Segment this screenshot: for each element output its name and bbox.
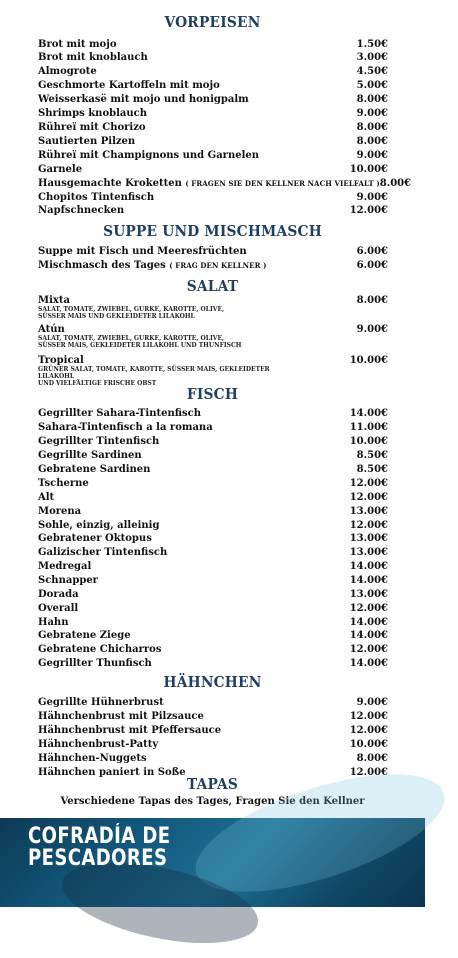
menu-item: Suppe mit Fisch und Meeresfrüchten 6.00€: [38, 246, 388, 257]
item-description: SALAT, TOMATE, ZWIEBEL, GURKE, KAROTTE, OLIVE, SÜSSER MAIS UND GEKLEIDETER LILAKOHL: [38, 306, 225, 320]
section-title-tapas: TAPAS: [186, 775, 239, 793]
section-title-fisch: FISCH: [186, 385, 239, 403]
menu-item: Hähnchen paniert in Soße 12.00€: [38, 767, 388, 778]
menu-item: Sautierten Pilzen 8.00€: [38, 136, 388, 147]
menu-item: Gebratene Sardinen 8.50€: [38, 464, 388, 475]
menu-item: Mischmasch des Tages ( FRAG DEN KELLNER ) 6.00€: [38, 260, 388, 271]
menu-item: Sahara-Tintenfisch a la romana 11.00€: [38, 422, 388, 433]
menu-item: Gegrillter Tintenfisch 10.00€: [38, 436, 388, 447]
menu-item: Geschmorte Kartoffeln mit mojo 5.00€: [38, 80, 388, 91]
menu-item: Tropical 10.00€: [38, 355, 388, 366]
menu-item: Medregal 14.00€: [38, 561, 388, 572]
menu-item: Hahn 14.00€: [38, 617, 388, 628]
brand-logo: COFRADÍA DE PESCADORES: [28, 824, 171, 871]
item-description: SALAT, TOMATE, ZWIEBEL, GURKE, KAROTTE, OLIVE, SÜSSER MAIS, GEKLEIDETER LILAKOHL UND THUNFISCH: [38, 335, 242, 349]
menu-item: Gebratene Ziege 14.00€: [38, 630, 388, 641]
menu-item: Atún 9.00€: [38, 324, 388, 335]
menu-item: Brot mit knoblauch 3.00€: [38, 52, 388, 63]
menu-item: Napfschnecken 12.00€: [38, 205, 388, 216]
menu-item: Garnele 10.00€: [38, 164, 388, 175]
menu-item: Rühreï mit Chorizo 8.00€: [38, 122, 388, 133]
menu-item: Mixta 8.00€: [38, 295, 388, 306]
menu-item: Gegrillte Hühnerbrust 9.00€: [38, 697, 388, 708]
menu-item: Overall 12.00€: [38, 603, 388, 614]
menu-item: Weisserkasë mit mojo und honigpalm 8.00€: [38, 94, 388, 105]
menu-item: Tscherne 12.00€: [38, 478, 388, 489]
menu-item: Sohle, einzig, alleinig 12.00€: [38, 520, 388, 531]
tapas-description: Verschiedene Tapas des Tages, Fragen Sie den Kellner: [60, 796, 365, 807]
menu-item: Hähnchen-Nuggets 8.00€: [38, 753, 388, 764]
item-note: ( FRAG DEN KELLNER ): [169, 261, 267, 270]
menu-item: Almogrote 4.50€: [38, 66, 388, 77]
menu-item: Hähnchenbrust-Patty 10.00€: [38, 739, 388, 750]
menu-item: Rühreï mit Champignons und Garnelen 9.00€: [38, 150, 388, 161]
menu-item: Brot mit mojo 1.50€: [38, 39, 388, 50]
menu-item: Galizischer Tintenfisch 13.00€: [38, 547, 388, 558]
menu-item: Hausgemachte Kroketten ( FRAGEN SIE DEN KELLNER NACH VIELFALT ) 8.00€: [38, 178, 412, 189]
menu-item: Shrimps knoblauch 9.00€: [38, 108, 388, 119]
menu-item: Hähnchenbrust mit Pilzsauce 12.00€: [38, 711, 388, 722]
menu-item: Gegrillter Thunfisch 14.00€: [38, 658, 388, 669]
menu-item: Dorada 13.00€: [38, 589, 388, 600]
item-note: ( FRAGEN SIE DEN KELLNER NACH VIELFALT ): [185, 179, 380, 188]
section-title-salat: SALAT: [186, 277, 239, 295]
section-title-haehnchen: HÄHNCHEN: [163, 673, 262, 691]
menu-item: Gegrillte Sardinen 8.50€: [38, 450, 388, 461]
menu-item: Gegrillter Sahara-Tintenfisch 14.00€: [38, 408, 388, 419]
item-description: GRÜNER SALAT, TOMATE, KAROTTE, SÜSSER MAIS, GEKLEIDETER LILAKOHL UND VIELFÄLTIGE FRISCHE OBST: [38, 366, 270, 387]
section-title-suppe: SUPPE UND MISCHMASCH: [103, 222, 322, 240]
section-title-vorpeisen: VORPEISEN: [164, 13, 261, 31]
menu-item: Hähnchenbrust mit Pfeffersauce 12.00€: [38, 725, 388, 736]
menu-item: Alt 12.00€: [38, 492, 388, 503]
menu-item: Chopitos Tintenfisch 9.00€: [38, 192, 388, 203]
menu-item: Morena 13.00€: [38, 506, 388, 517]
menu-item: Schnapper 14.00€: [38, 575, 388, 586]
menu-item: Gebratener Oktopus 13.00€: [38, 533, 388, 544]
menu-item: Gebratene Chicharros 12.00€: [38, 644, 388, 655]
